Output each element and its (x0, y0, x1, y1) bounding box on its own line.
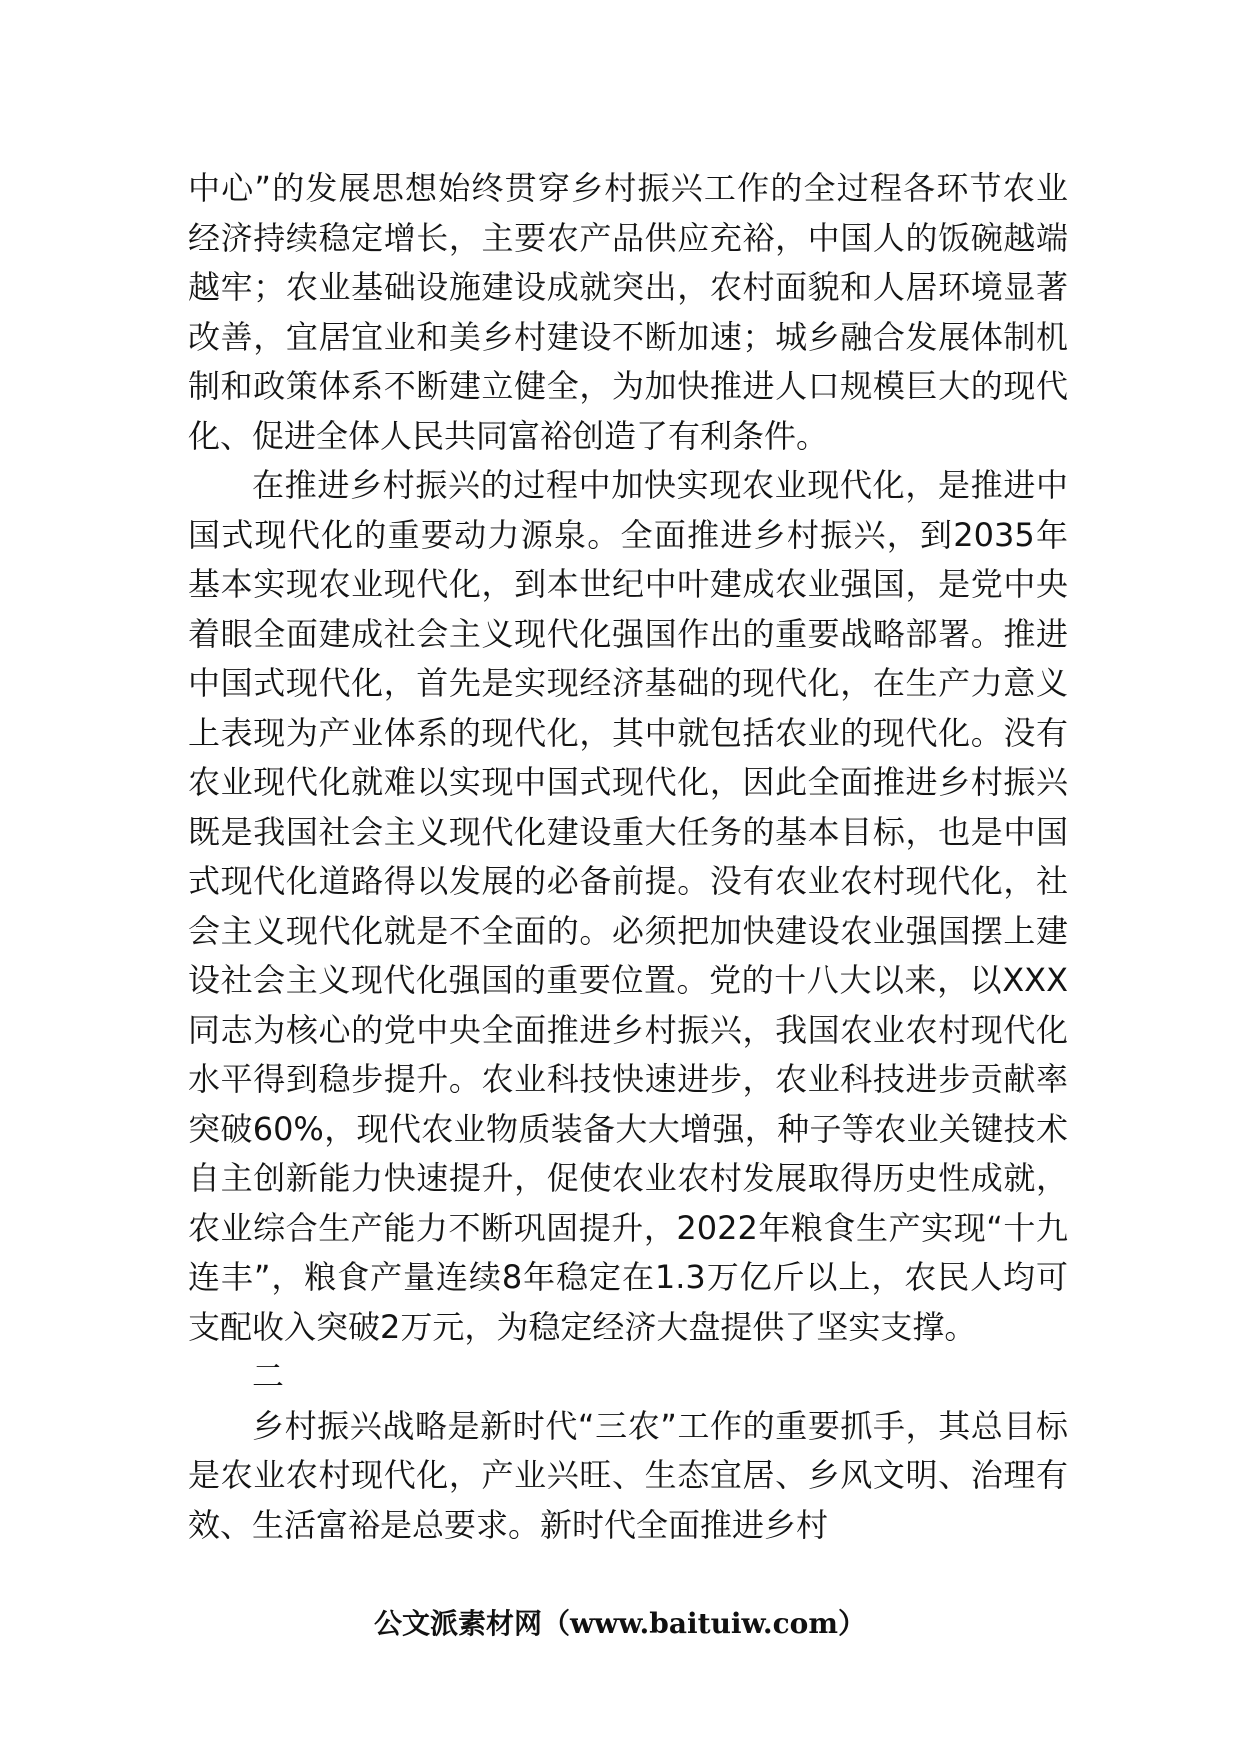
document-body (188, 164, 1068, 1550)
paragraph-1: 中心”的发展思想始终贯穿乡村振兴工作的全过程各环节农业经济持续稳定增长，主要农产品供应充裕，中国人的饭碗越端越牢；农业基础设施建设成就突出，农村面貌和人居环境显著改善，宜居宜业和美乡村建设不断加速；城乡融合发展体制机制和政策体系不断建立健全，为加快推进人口规模巨大的现代化、促进全体人民共同富裕创造了有利条件。 (188, 169, 1068, 455)
footer-watermark: 公文派素材网（www.baituiw.com） (374, 1607, 866, 1640)
paragraph-2: 在推进乡村振兴的过程中加快实现农业现代化，是推进中国式现代化的重要动力源泉。全面推进乡村振兴，到2035年基本实现农业现代化，到本世纪中叶建成农业强国，是党中央着眼全面建成社会主义现代化强国作出的重要战略部署。推进中国式现代化，首先是实现经济基础的现代化，在生产力意义上表现为产业体系的现代化，其中就包括农业的现代化。没有农业现代化就难以实现中国式现代化，因此全面推进乡村振兴既是我国社会主义现代化建设重大任务的基本目标，也是中国式现代化道路得以发展的必备前提。没有农业农村现代化，社会主义现代化就是不全面的。必须把加快建设农业强国摆上建设社会主义现代化强国的重要位置。党的十八大以来，以XXX同志为核心的党中央全面推进乡村振兴，我国农业农村现代化水平得到稳步提升。农业科技快速进步，农业科技进步贡献率突破60%，现代农业物质装备大大增强，种子等农业关键技术自主创新能力快速提升，促使农业农村发展取得历史性成就，农业综合生产能力不断巩固提升，2022年粮食生产实现“十九连丰”，粮食产量连续8年稳定在1.3万亿斤以上，农民人均可支配收入突破2万元，为稳定经济大盘提供了坚实支撑。 (188, 466, 1068, 1346)
paragraph-3: 乡村振兴战略是新时代“三农”工作的重要抓手，其总目标是农业农村现代化，产业兴旺、生态宜居、乡风文明、治理有效、生活富裕是总要求。新时代全面推进乡村 (188, 1406, 1068, 1544)
section-heading: 二 (252, 1357, 285, 1395)
